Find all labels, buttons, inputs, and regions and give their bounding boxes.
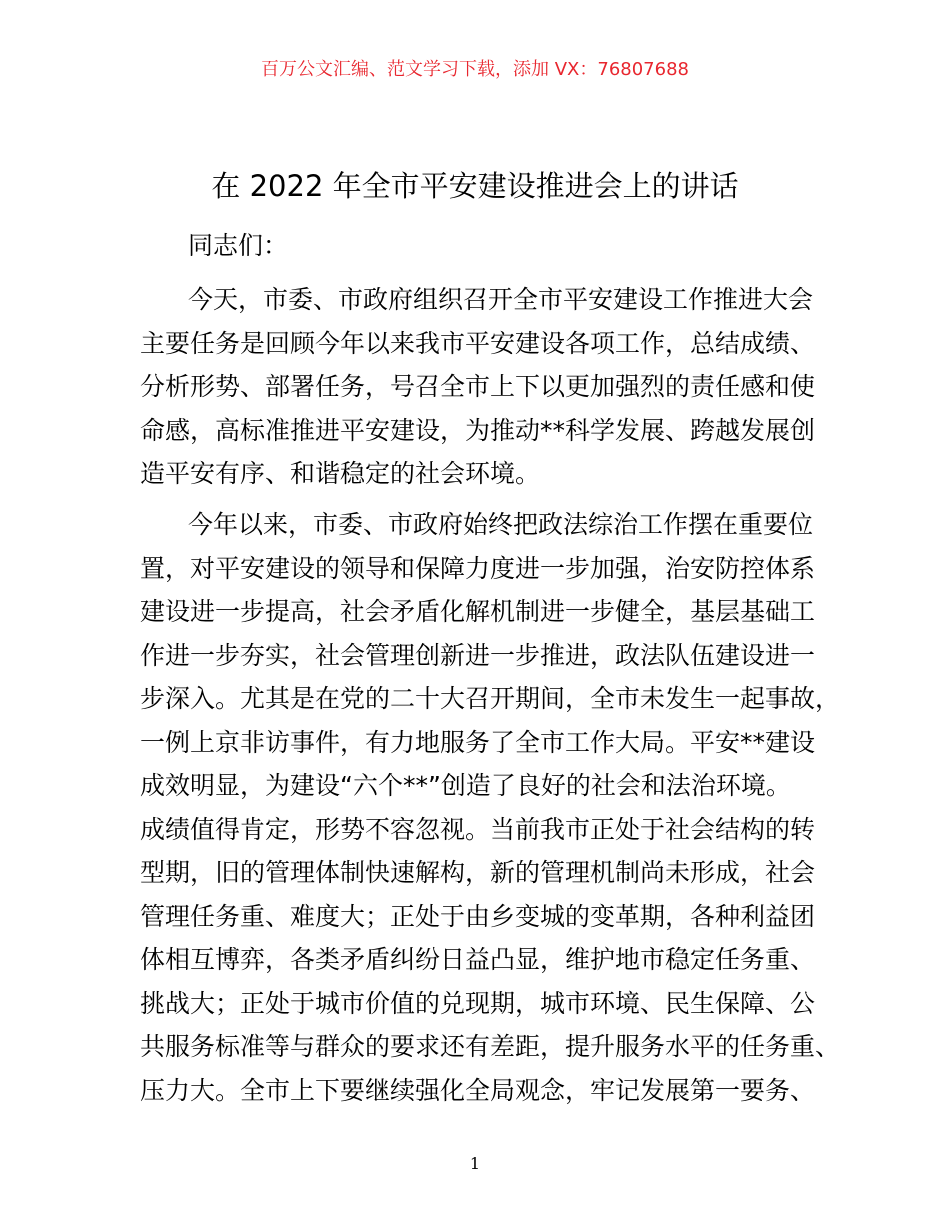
salutation: 同志们： <box>188 231 289 260</box>
text-line: 体相互博弈，各类矛盾纠纷日益凸显，维护地市稳定任务重、 <box>140 945 816 974</box>
text-line: 置，对平安建设的领导和保障力度进一步加强，治安防控体系 <box>140 553 816 583</box>
text-line: 分析形势、部署任务，号召全市上下以更加强烈的责任感和使 <box>140 372 816 401</box>
text-line: 步深入。尤其是在党的二十大召开期间，全市未发生一起事故， <box>140 684 841 713</box>
text-line: 成效明显，为建设“六个**”创造了良好的社会和法治环境。 <box>140 771 791 800</box>
text-line: 成绩值得肯定，形势不容忽视。当前我市正处于社会结构的转 <box>140 814 816 844</box>
text-line: 今天，市委、市政府组织召开全市平安建设工作推进大会 <box>188 285 814 314</box>
text-line: 共服务标准等与群众的要求还有差距，提升服务水平的任务重、 <box>140 1032 841 1061</box>
document-title: 在 2022 年全市平安建设推进会上的讲话 <box>211 169 739 203</box>
text-line: 型期，旧的管理体制快速解构，新的管理机制尚未形成，社会 <box>140 858 816 887</box>
text-line: 命感，高标准推进平安建设，为推动**科学发展、跨越发展创 <box>140 415 816 445</box>
text-line: 今年以来，市委、市政府始终把政法综治工作摆在重要位 <box>188 510 814 539</box>
text-line: 挑战大；正处于城市价值的兑现期，城市环境、民生保障、公 <box>140 988 816 1018</box>
text-line: 管理任务重、难度大；正处于由乡变城的变革期，各种利益团 <box>140 901 816 931</box>
text-line: 造平安有序、和谐稳定的社会环境。 <box>140 459 541 488</box>
text-line: 主要任务是回顾今年以来我市平安建设各项工作，总结成绩、 <box>140 328 816 358</box>
page-number: 1 <box>469 1154 481 1173</box>
text-line: 一例上京非访事件，有力地服务了全市工作大局。平安**建设 <box>140 727 816 757</box>
paragraph-1 <box>140 278 820 496</box>
watermark-banner: 百万公文汇编、范文学习下载，添加 VX：76807688 <box>261 59 689 80</box>
paragraph-2 <box>140 503 841 1112</box>
text-line: 建设进一步提高，社会矛盾化解机制进一步健全，基层基础工 <box>140 597 816 626</box>
text-line: 压力大。全市上下要继续强化全局观念，牢记发展第一要务、 <box>140 1075 816 1105</box>
text-line: 作进一步夯实，社会管理创新进一步推进，政法队伍建设进一 <box>140 640 816 670</box>
